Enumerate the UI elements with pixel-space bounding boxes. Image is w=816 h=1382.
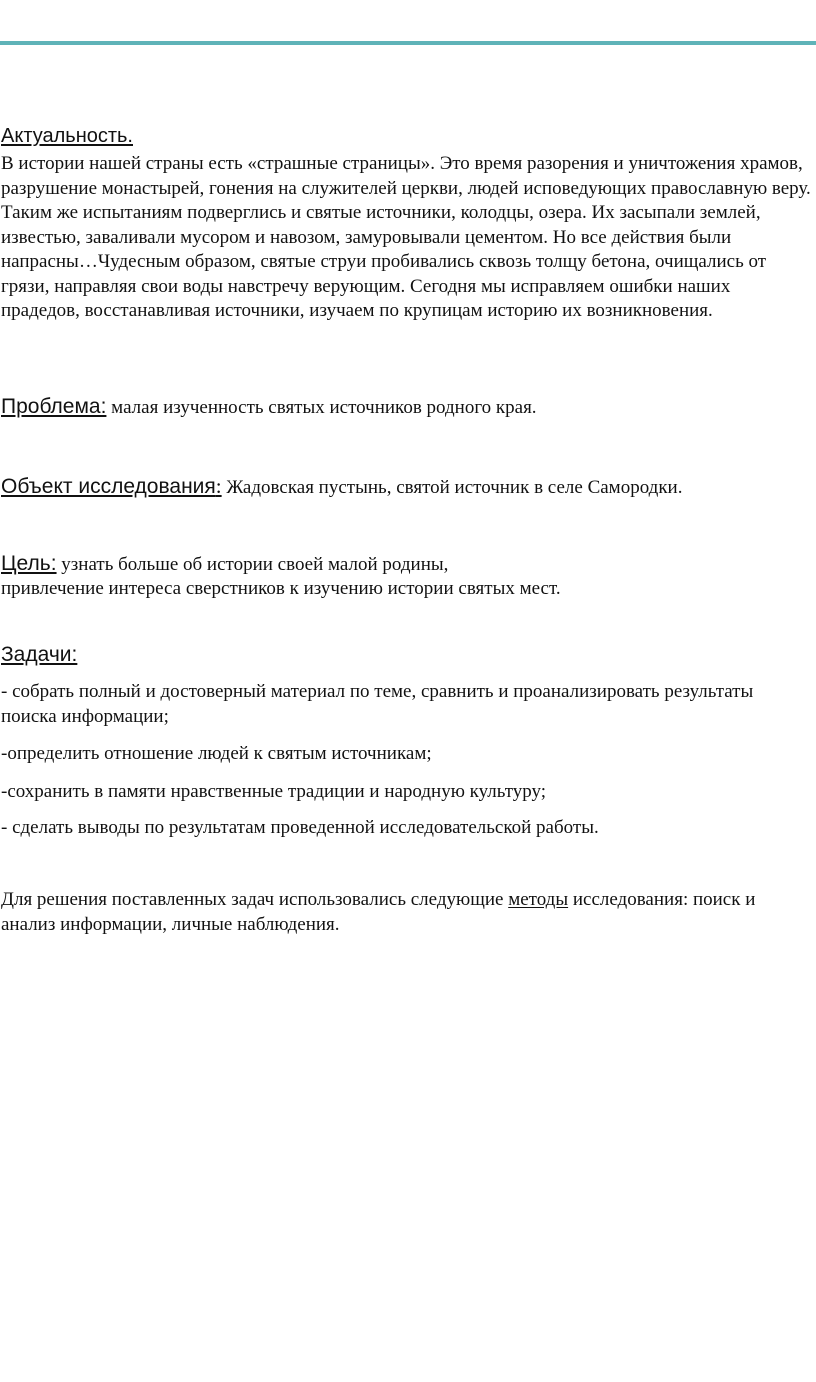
task-item: - сделать выводы по результатам проведенной исследовательской работы.: [1, 817, 599, 838]
problem-text: малая изученность святых источников родного края.: [106, 397, 537, 418]
task-item: - собрать полный и достоверный материал по теме, сравнить и проанализировать результаты поиска информации;: [1, 681, 754, 727]
goal-heading: Цель:: [1, 552, 57, 575]
methods-keyword: методы: [508, 889, 569, 910]
relevance-text: В истории нашей страны есть «страшные страницы». Это время разорения и уничтожения храмов, разрушение монастырей, гонения на служителей церкви, людей исповедующих православную веру. Таким же испытаниям подверглись и святые источники, колодцы, озера. Их засыпали землей, известью, заваливали мусором и навозом, замуровывали цементом. Но все действия были напрасны…Чудесным образом, святые струи пробивались сквозь толщу бетона, очищались от грязи, направляя свои воды навстречу верующим. Сегодня мы исправляем ошибки наших прадедов, восстанавливая источники, изучаем по крупицам историю их возникновения.: [1, 153, 811, 321]
methods-text-before: Для решения поставленных задач использовались следующие: [1, 889, 509, 910]
object-heading: Объект исследования: [1, 475, 216, 498]
problem-section: [1, 395, 813, 420]
methods-paragraph: [1, 888, 813, 937]
relevance-section: [1, 124, 813, 324]
object-section: [1, 474, 813, 500]
tasks-section: [1, 642, 813, 667]
tasks-heading: Задачи:: [1, 643, 78, 666]
task-item: -сохранить в памяти нравственные традиции и народную культуру;: [1, 781, 547, 802]
methods-text-after: исследования: поиск и анализ информации, личные наблюдения.: [1, 889, 756, 935]
object-text: Жадовская пустынь, святой источник в селе Самородки.: [221, 477, 683, 498]
goal-line-1: узнать больше об истории своей малой родины,: [56, 554, 449, 575]
task-item: -определить отношение людей к святым источникам;: [1, 743, 432, 764]
relevance-heading: Актуальность.: [1, 125, 133, 147]
object-heading-colon: :: [215, 474, 222, 498]
top-accent-rule: [0, 41, 816, 45]
goal-section: [1, 552, 813, 601]
goal-line-2: привлечение интереса сверстников к изучению истории святых мест.: [1, 578, 561, 599]
problem-heading: Проблема:: [1, 395, 107, 418]
